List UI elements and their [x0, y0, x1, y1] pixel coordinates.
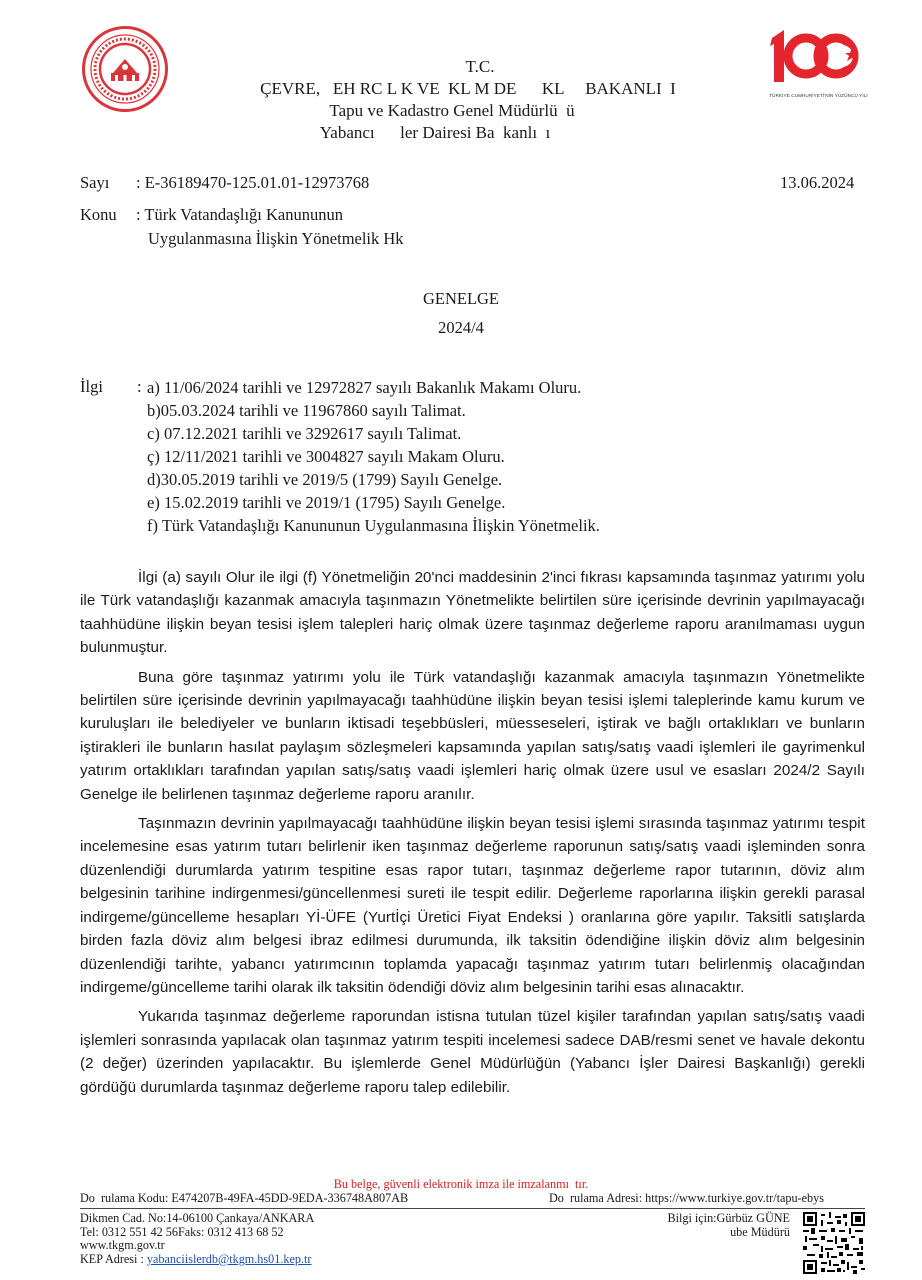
body-paragraph-3: Taşınmazın devrinin yapılmayacağı taahhüdüne ilişkin beyan tesisi işlemi sırasında taşınmaz yatırımı tespit incelemesine esas yatırım tutarı belirlenir iken taşınmaz değerleme raporunun satış/satış vaadi işleminden sonra düzenlendiği durumlarda yatırım tespitine esas rapor tutarı, taşınmaz değerleme rapor tutarının, döviz alım belgesinin tarihine indirgenmesi/güncellenmesi sureti ile tespit edilir. Değerleme raporlarına ilişkin gerekli parasal indirgeme/güncelleme hesapları Yİ-ÜFE (Yurtİçi Üretici Fiyat Endeksi ) oranlarına göre yapılır. Taksitli satışlarda birden fazla döviz alım belgesi ibraz edilmesi durumunda, ilk taksitin ödendiğine ilişkin döviz alım belgesinin düzenlendiği tarihte, yabancı yatırımcının toplamda yapacağı taşınmaz yatırım tutarı belirlenmiş olacağından indirgeme/güncelleme tarihi olarak ilk taksitin ödendiği döviz alım belgesinin tarihi esas alınacaktır. [80, 815, 865, 996]
ilgi-list [147, 376, 600, 537]
ilgi-item-c: c) 07.12.2021 tarihli ve 3292617 sayılı Talimat. [147, 424, 462, 443]
body-paragraph-1: İlgi (a) sayılı Olur ile ilgi (f) Yönetmeliğin 20'nci maddesinin 2'inci fıkrası kapsamında taşınmaz yatırımı yolu ile Türk vatandaşlığı kazanmak amacıyla taşınmazın Yönetmelikte belirtilen süre içerisinde devrinin yapılmayacağı taahhüdüne ilişkin beyan tesisi işlem talepleri hariç olmak üzere taşınmaz değerleme raporu aranılmaması uygun bulunmuştur. [80, 569, 865, 657]
ilgi-colon: : [137, 377, 142, 396]
header-tc: T.C. [465, 57, 495, 76]
kep-label: KEP Adresi : [80, 1251, 147, 1266]
ministry-seal-icon [85, 29, 165, 109]
qr-code[interactable] [803, 1212, 865, 1274]
republic-100-logo [766, 24, 871, 104]
body-paragraph-2: Buna göre taşınmaz yatırımı yolu ile Türk vatandaşlığı kazanmak amacıyla taşınmazın Yönetmelikte belirtilen süre içerisinde devrinin yapılmayacağı taahhüdüne ilişkin beyan tesisi işlemi taleplerinde kamu kurum ve kuruluşları ile belediyeler ve bunların iktisadi teşebbüsleri, müesseseleri, iştirak ve bağlı ortaklıkları ve bunların iştirakleri ile bunların hasılat paylaşım sözleşmeleri kapsamında yapılan satış/satış vaadi işlemleri ile gayrimenkul yatırım ortaklıkları tarafından yapılan satış/satış vaadi işlemleri hariç olmak üzere usul ve esasları 2024/2 Sayılı Genelge ile belirlenen taşınmaz değerleme raporu aranılır. [80, 668, 865, 803]
footer-contact [80, 1212, 314, 1266]
document-body [80, 566, 865, 1105]
info-contact-name: Bilgi için:Gürbüz GÜNE [667, 1211, 790, 1225]
document-number: 2024/4 [438, 318, 484, 337]
document-header [200, 56, 740, 144]
sayi-label: Sayı [80, 173, 110, 192]
header-directorate: Tapu ve Kadastro Genel Müdürlü ü [329, 101, 575, 120]
sayi-value: : E-36189470-125.01.01-12973768 [136, 173, 370, 192]
footer-phone: Tel: 0312 551 42 56Faks: 0312 413 68 52 [80, 1224, 284, 1239]
header-department: Yabancı ler Dairesi Ba kanlı ı [319, 123, 551, 142]
document-date: 13.06.2024 [780, 173, 855, 192]
esign-notice: Bu belge, güvenli elektronik imza ile imzalanmı tır. [333, 1177, 589, 1191]
ministry-seal-logo [82, 26, 168, 112]
republic-100-caption: TÜRKİYE CUMHURİYETİ'NİN YÜZÜNCÜ YILI [769, 93, 868, 98]
konu-line-2: Uygulanmasına İlişkin Yönetmelik Hk [148, 229, 404, 248]
document-title: GENELGE [422, 289, 500, 308]
footer-kep [80, 1253, 314, 1267]
info-contact-title: ube Müdürü [730, 1224, 790, 1239]
ilgi-item-e: e) 15.02.2019 tarihli ve 2019/1 (1795) Sayılı Genelge. [147, 493, 506, 512]
footer-info [600, 1212, 790, 1239]
ilgi-item-d: d)30.05.2019 tarihli ve 2019/5 (1799) Sayılı Genelge. [147, 470, 503, 489]
ilgi-item-cc: ç) 12/11/2021 tarihli ve 3004827 sayılı Makam Oluru. [147, 447, 505, 466]
ilgi-item-a: a) 11/06/2024 tarihli ve 12972827 sayılı Bakanlık Makamı Oluru. [147, 378, 582, 397]
qr-code-icon [803, 1212, 865, 1274]
ilgi-item-b: b)05.03.2024 tarihli ve 11967860 sayılı Talimat. [147, 401, 466, 420]
ilgi-label: İlgi [80, 377, 103, 396]
body-paragraph-4: Yukarıda taşınmaz değerleme raporundan istisna tutulan tüzel kişiler tarafından yapılan satış/satış vaadi işlemleri sonrasında yapılacak olan taşınmaz yatırım tespiti incelemesi sadece DAB/resmi senet ve havale dekontu (2 değer) üzerinden yapılacaktır. Bu işlemlerde Genel Müdürlüğün (Yabancı İşler Dairesi Başkanlığı) gerekli gördüğü durumlarda taşınmaz değerleme raporu talep edilebilir. [80, 1008, 865, 1096]
footer-web: www.tkgm.gov.tr [80, 1238, 165, 1253]
verification-address: Do rulama Adresi: https://www.turkiye.gov.tr/tapu-ebys [549, 1191, 824, 1205]
header-ministry: ÇEVRE, EH RC L K VE KL M DE KL BAKANLI I [260, 79, 676, 98]
konu-line-1: : Türk Vatandaşlığı Kanununun [136, 205, 343, 224]
republic-100-icon [766, 24, 871, 86]
konu-label: Konu [80, 205, 117, 224]
footer-divider [80, 1208, 865, 1209]
footer-address: Dikmen Cad. No:14-06100 Çankaya/ANKARA [80, 1211, 315, 1225]
ilgi-item-f: f) Türk Vatandaşlığı Kanununun Uygulanmasına İlişkin Yönetmelik. [147, 516, 600, 535]
verification-code: Do rulama Kodu: E474207B-49FA-45DD-9EDA-336748A807AB [80, 1191, 409, 1205]
kep-address-link[interactable]: yabanciislerdb@tkgm.hs01.kep.tr [146, 1251, 312, 1266]
